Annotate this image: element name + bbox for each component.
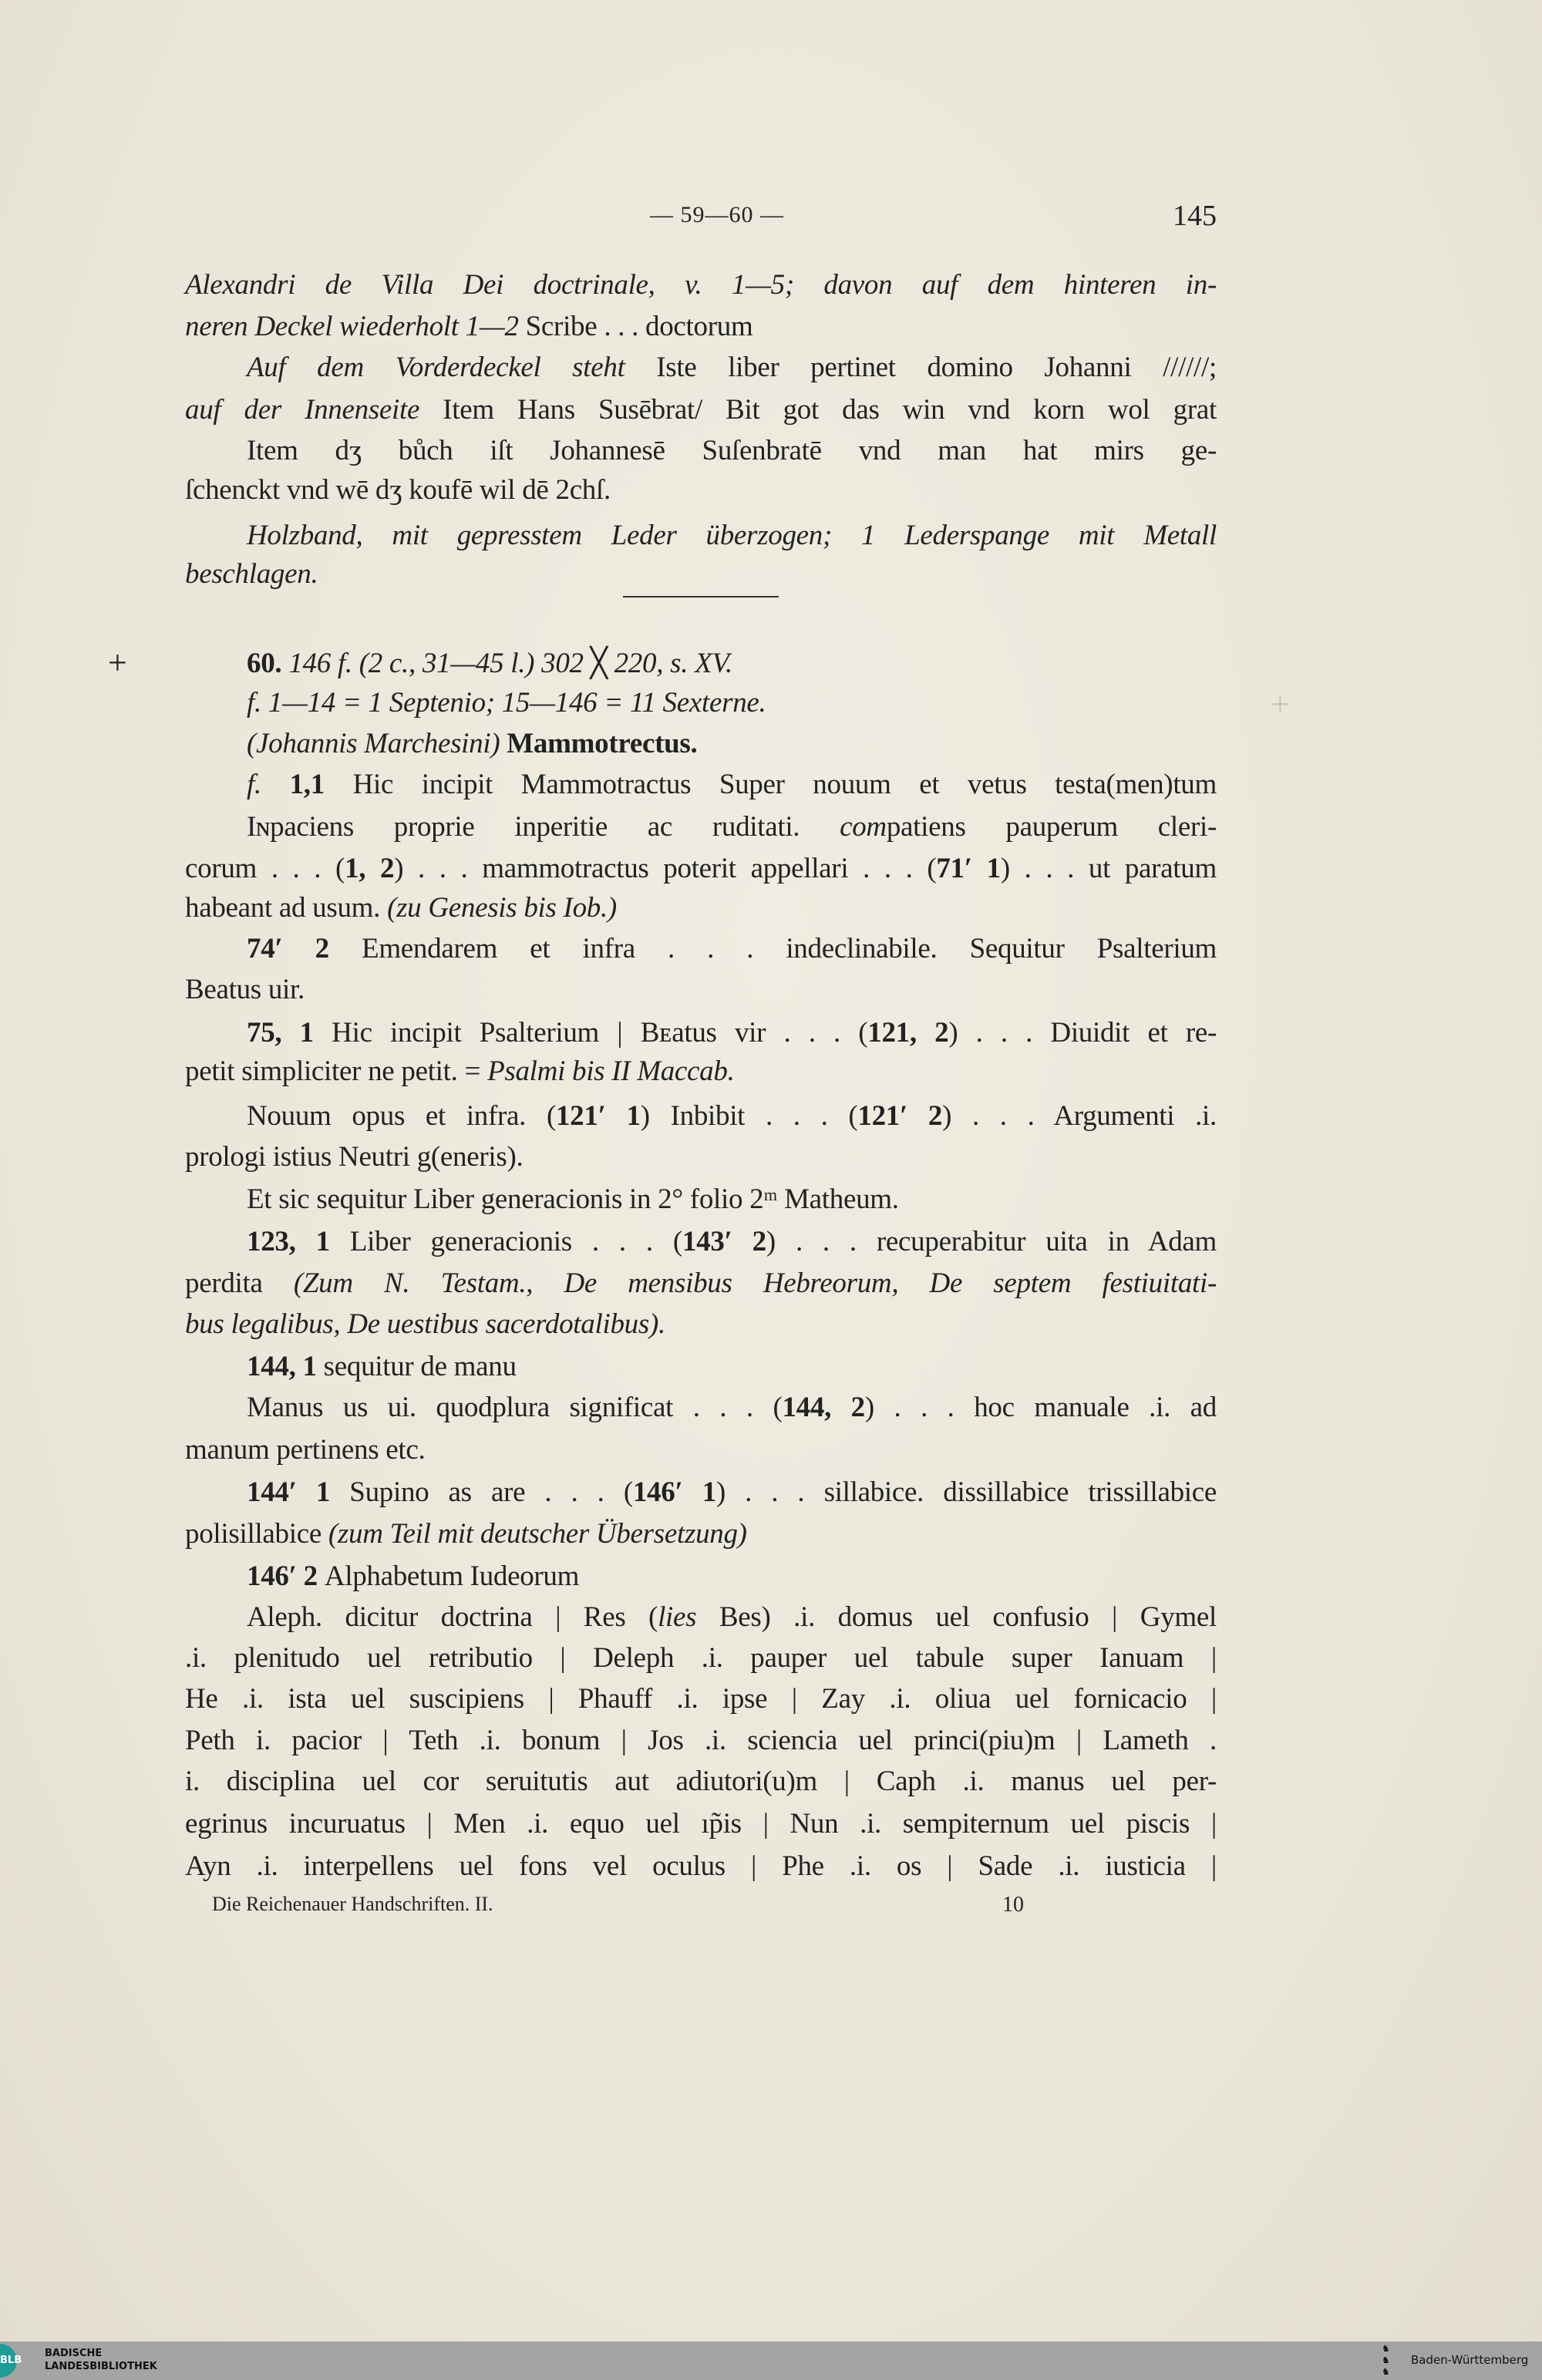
folio-reference: Mammotrectus. xyxy=(507,728,698,759)
library-name-line-2: LANDESBIBLIOTHEK xyxy=(45,2361,157,2372)
transcription-text: ) . . . Diuidit et re- xyxy=(948,1017,1217,1049)
text-line xyxy=(185,1806,1217,1842)
text-line xyxy=(185,1266,1217,1301)
editorial-note: bus legalibus, De uestibus sacerdotalibus). xyxy=(185,1308,665,1340)
transcription-text: Beatus uir. xyxy=(185,974,305,1005)
transcription-text: Hic incipit Mammotractus Super nouum et vetus testa(men)tum xyxy=(352,769,1217,800)
folio-reference: 144, 2 xyxy=(782,1392,865,1423)
transcription-text: Item Hans Susēbrat/ Bit got das win vnd korn wol grat xyxy=(443,394,1217,426)
text-line xyxy=(185,473,1217,508)
transcription-text: .i. plenitudo uel retributio | Deleph .i. pauper uel tabule super Ianuam | xyxy=(185,1642,1217,1674)
transcription-text: Ayn .i. interpellens uel fons vel oculus | Phe .i. os | Sade .i. iusticia | xyxy=(185,1850,1217,1882)
editorial-note: auf der Innenseite xyxy=(185,394,443,426)
transcription-text: Scribe . . . doctorum xyxy=(525,311,753,342)
folio-reference: 144′ 1 xyxy=(247,1476,350,1508)
text-line xyxy=(247,726,1217,762)
editorial-note: com xyxy=(840,811,887,843)
editorial-note: Alexandri de Villa Dei doctrinale, v. 1—5; davon auf dem hinteren in- xyxy=(185,269,1217,301)
folio-reference: 121′ 2 xyxy=(857,1100,943,1132)
page-number: 145 xyxy=(1173,200,1217,232)
transcription-text: patiens pauperum cleri- xyxy=(886,811,1217,843)
transcription-text: polisillabice xyxy=(185,1518,328,1550)
transcription-text: Iɴpaciens proprie inperitie ac ruditati. xyxy=(247,811,840,843)
transcription-text: quod xyxy=(436,1392,493,1423)
folio-reference: 143′ 2 xyxy=(682,1226,766,1257)
text-line xyxy=(247,1600,1217,1635)
transcription-text: ) . . . ut paratum xyxy=(1000,853,1217,884)
folio-reference: 1, 2 xyxy=(345,853,395,884)
editorial-note: Auf dem Vorderdeckel steht xyxy=(247,352,657,383)
text-line xyxy=(247,1475,1217,1510)
text-line xyxy=(185,972,1217,1008)
folio-reference: 123, 1 xyxy=(247,1226,350,1257)
text-line xyxy=(247,1224,1217,1260)
folio-reference: 121′ 1 xyxy=(555,1100,641,1132)
text-line xyxy=(247,433,1217,469)
editorial-note: f. 1—14 = 1 Septenio; 15—146 = 11 Sexterne. xyxy=(247,687,766,719)
folio-reference: 144, 1 xyxy=(247,1351,324,1382)
text-line xyxy=(247,1015,1217,1051)
blb-logo-icon[interactable]: BLB xyxy=(0,2344,17,2378)
editorial-note: (zum Teil mit deutscher Übersetzung) xyxy=(328,1518,747,1550)
text-line xyxy=(185,1517,1217,1552)
transcription-text: Manus us ui. xyxy=(247,1392,436,1423)
transcription-text: Hic incipit Psalterium | Bᴇatus vir . . . ( xyxy=(332,1017,868,1049)
transcription-text: ) . . . hoc manuale .i. ad xyxy=(864,1392,1217,1423)
editorial-note: (Johannis Marchesini) xyxy=(247,728,507,759)
text-line xyxy=(185,309,1217,345)
folio-reference: 71′ 1 xyxy=(936,853,1001,884)
transcription-text: manum pertinens etc. xyxy=(185,1434,426,1466)
text-line xyxy=(185,1723,1217,1759)
text-line xyxy=(247,1390,1217,1426)
text-line xyxy=(185,1307,1217,1342)
folio-reference: 146′ 2 xyxy=(247,1560,325,1592)
text-line xyxy=(185,268,1217,303)
text-line xyxy=(247,1559,1217,1594)
text-line xyxy=(185,1764,1217,1799)
transcription-text: Item dʒ bůch iſt Johannesē Suſenbratē vnd man hat mirs ge- xyxy=(247,435,1217,466)
text-line xyxy=(185,1849,1217,1884)
text-line xyxy=(247,767,1217,803)
editorial-note: neren Deckel wiederholt 1—2 xyxy=(185,311,526,342)
running-header: — 59—60 — xyxy=(650,202,784,227)
transcription-text: Peth i. pacior | Teth .i. bonum | Jos .i. sciencia uel princi(piu)m | Lameth . xyxy=(185,1725,1217,1756)
editorial-note: 146 f. (2 c., 31—45 l.) 302 ╳ 220, s. XV. xyxy=(288,648,732,679)
margin-plus-mark-faint: + xyxy=(1271,685,1290,723)
transcription-text: Iste liber pertinet domino Johanni //////; xyxy=(656,352,1217,383)
library-name[interactable] xyxy=(45,2347,157,2373)
transcription-text: prologi istius Neutri g(eneris). xyxy=(185,1141,524,1173)
transcription-text: corum . . . ( xyxy=(185,853,345,884)
transcription-text: Supino as are . . . ( xyxy=(349,1476,633,1508)
transcription-text: ſchenckt vnd wē dʒ koufē wil dē 2chſ. xyxy=(185,474,611,506)
margin-plus-mark: + xyxy=(108,644,127,682)
folio-reference: 60. xyxy=(247,648,289,679)
text-line xyxy=(185,1432,1217,1468)
viewer-bottom-bar xyxy=(0,2341,1542,2380)
library-name-line-1: BADISCHE xyxy=(45,2348,103,2359)
transcription-text: Et sic sequitur Liber generacionis in 2° folio 2ᵐ Matheum. xyxy=(247,1183,899,1215)
transcription-text: Aleph. dicitur doctrina | Res ( xyxy=(247,1601,658,1633)
editorial-note: (Zum N. Testam., De mensibus Hebreorum, De septem festiuitati- xyxy=(293,1267,1217,1299)
editorial-note: Psalmi bis II Maccab. xyxy=(487,1055,735,1087)
text-line xyxy=(247,1349,1217,1385)
transcription-text: perdita xyxy=(185,1267,294,1299)
text-line xyxy=(185,1140,1217,1175)
transcription-text: sequitur de manu xyxy=(323,1351,517,1382)
transcription-text: Nouum opus et infra. ( xyxy=(247,1100,556,1132)
folio-reference: 74′ 2 xyxy=(247,933,362,964)
editorial-note: beschlagen. xyxy=(185,558,318,590)
folio-reference: 146′ 1 xyxy=(632,1476,716,1508)
transcription-text: egrinus incuruatus | Men .i. equo uel ıp̃is | Nun .i. sempiternum uel piscis | xyxy=(185,1808,1217,1840)
text-line xyxy=(185,890,1217,926)
text-line xyxy=(247,646,1217,682)
text-line xyxy=(247,350,1217,385)
transcription-text: petit simpliciter ne petit. = xyxy=(185,1055,488,1087)
text-line xyxy=(247,810,1217,845)
editorial-note: lies xyxy=(658,1601,697,1633)
transcription-text: He .i. ista uel suscipiens | Phauff .i. ipse | Zay .i. oliua uel fornicacio | xyxy=(185,1683,1217,1715)
folio-reference: 1,1 xyxy=(289,769,353,800)
transcription-text: Liber generacionis . . . ( xyxy=(349,1226,682,1257)
transcription-text: ) . . . recuperabitur uita in Adam xyxy=(766,1226,1217,1257)
text-line xyxy=(247,685,1217,721)
footer-series-title: Die Reichenauer Handschriften. II. xyxy=(212,1893,493,1915)
transcription-text: ) . . . sillabice. dissillabice trissillabice xyxy=(715,1476,1217,1508)
text-line xyxy=(247,931,1217,967)
editorial-note: f. xyxy=(247,769,290,800)
editorial-note: (zu Genesis bis Iob.) xyxy=(387,892,617,924)
editorial-note: Holzband, mit gepresstem Leder überzogen; 1 Lederspange mit Metall xyxy=(247,520,1217,551)
state-name[interactable]: Baden-Württemberg xyxy=(1411,2353,1529,2367)
transcription-text: Emendarem et infra . . . indeclinabile. Sequitur Psalterium xyxy=(362,933,1217,964)
folio-reference: 75, 1 xyxy=(247,1017,332,1049)
transcription-text: ) Inbibit . . . ( xyxy=(640,1100,858,1132)
text-line xyxy=(247,518,1217,554)
text-line xyxy=(185,392,1217,428)
section-divider xyxy=(623,596,779,598)
text-line xyxy=(247,1099,1217,1134)
text-line xyxy=(185,557,1217,592)
transcription-text: Bes) .i. domus uel confusio | Gymel xyxy=(696,1601,1217,1633)
transcription-text: ) . . . Argumenti .i. xyxy=(942,1100,1217,1132)
folio-reference: 121, 2 xyxy=(867,1017,949,1049)
transcription-text: i. disciplina uel cor seruitutis aut adiutori(u)m | Caph .i. manus uel per- xyxy=(185,1766,1217,1797)
transcription-text: plura significat . . . ( xyxy=(492,1392,783,1423)
text-line xyxy=(185,1641,1217,1676)
text-line xyxy=(247,1182,1217,1217)
text-line xyxy=(185,1681,1217,1717)
transcription-text: habeant ad usum. xyxy=(185,892,388,924)
transcription-text: ) . . . mammotractus poterit appellari . . . ( xyxy=(394,853,937,884)
text-line xyxy=(185,851,1217,887)
text-line xyxy=(185,1054,1217,1089)
state-lions-icon: ♞ ♞ ♞ xyxy=(1382,2343,1390,2377)
footer-signature: 10 xyxy=(1002,1893,1024,1917)
transcription-text: Alphabetum Iudeorum xyxy=(324,1560,580,1592)
